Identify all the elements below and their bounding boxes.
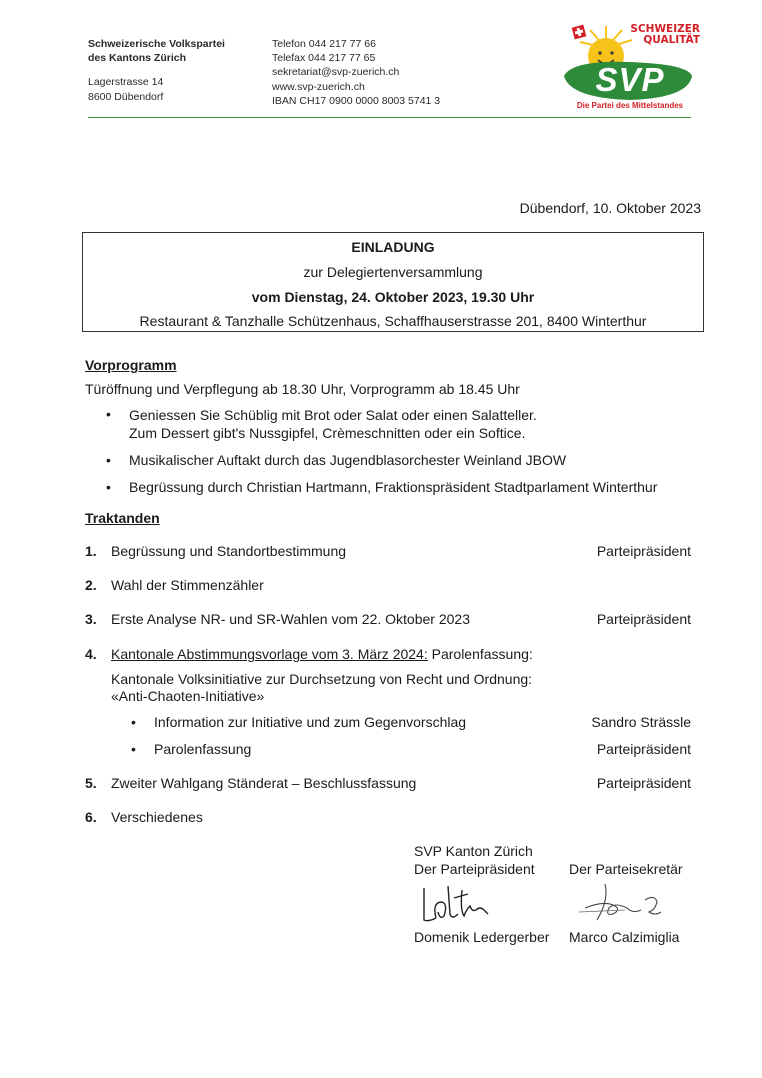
- item-number: 2.: [85, 577, 97, 593]
- org-line1: Schweizerische Volkspartei: [88, 38, 225, 50]
- item-text: Verschiedenes: [111, 809, 203, 825]
- logo-brand: SVP: [595, 61, 665, 98]
- invitation-where: Restaurant & Tanzhalle Schützenhaus, Schaffhauserstrasse 201, 8400 Winterthur: [139, 313, 647, 329]
- item-text: Zweiter Wahlgang Ständerat – Beschlussfassung: [111, 775, 417, 791]
- item-4-text: [111, 646, 533, 663]
- vorprogramm-heading: Vorprogramm: [85, 357, 177, 373]
- org-line2: des Kantons Zürich: [88, 52, 187, 65]
- signature-role-president: Der Parteipräsident: [414, 861, 535, 877]
- item-number: 3.: [85, 611, 97, 627]
- item-speaker: Parteipräsident: [596, 543, 691, 559]
- logo-badge-line2: QUALITÄT: [643, 34, 700, 46]
- signature-president-icon: [418, 880, 498, 926]
- item-speaker: Parteipräsident: [596, 611, 691, 627]
- bullet-icon: •: [106, 406, 111, 422]
- iban: IBAN CH17 0900 0000 8003 5741 3: [272, 94, 441, 107]
- item-text: Erste Analyse NR- und SR-Wahlen vom 22. Oktober 2023: [111, 611, 470, 627]
- item-number: 5.: [85, 775, 97, 791]
- city: 8600 Dübendorf: [88, 90, 164, 103]
- item-number: 6.: [85, 809, 97, 825]
- item-4-detail-1: Kantonale Volksinitiative zur Durchsetzung von Recht und Ordnung:: [111, 671, 533, 687]
- item-text: Wahl der Stimmenzähler: [111, 577, 264, 593]
- logo-tagline: Die Partei des Mittelstandes: [576, 101, 684, 110]
- item-number: 4.: [85, 646, 97, 662]
- invitation-title: EINLADUNG: [351, 239, 435, 255]
- vorprogramm-item-3: Begrüssung durch Christian Hartmann, Fraktionspräsident Stadtparlament Winterthur: [129, 479, 658, 495]
- signature-secretary-icon: [575, 880, 675, 926]
- signature-name-secretary: Marco Calzimiglia: [569, 929, 680, 945]
- svp-logo: [560, 18, 700, 112]
- letter-date: Dübendorf, 10. Oktober 2023: [519, 200, 701, 216]
- item-number: 1.: [85, 543, 97, 559]
- invitation-box: [82, 232, 704, 332]
- item-4-underlined: Kantonale Abstimmungsvorlage vom 3. März 2024:: [111, 646, 428, 662]
- vorprogramm-item-2: Musikalischer Auftakt durch das Jugendblasorchester Weinland JBOW: [129, 452, 567, 468]
- item-text: Begrüssung und Standortbestimmung: [111, 543, 347, 559]
- street: Lagerstrasse 14: [88, 76, 164, 89]
- fax: Telefax 044 217 77 65: [272, 52, 376, 65]
- web: www.svp-zuerich.ch: [272, 80, 365, 93]
- bullet-icon: •: [106, 452, 111, 468]
- letterhead-contact: [272, 37, 440, 108]
- invitation-subtitle: zur Delegiertenversammlung: [303, 264, 483, 280]
- signature-name-president: Domenik Ledergerber: [414, 929, 550, 945]
- email: sekretariat@svp-zuerich.ch: [272, 66, 400, 79]
- logo-badge: [620, 24, 700, 46]
- item-4-rest: Parolenfassung:: [427, 646, 533, 662]
- item-4-detail-2: «Anti-Chaoten-Initiative»: [111, 688, 265, 704]
- header-divider: [88, 117, 691, 118]
- vorprogramm-intro: Türöffnung und Verpflegung ab 18.30 Uhr, Vorprogramm ab 18.45 Uhr: [85, 381, 520, 397]
- bullet-icon: •: [131, 741, 136, 757]
- item-speaker: Parteipräsident: [596, 775, 691, 791]
- phone: Telefon 044 217 77 66: [272, 38, 376, 50]
- signature-role-secretary: Der Parteisekretär: [569, 861, 683, 877]
- sub-item-text: Information zur Initiative und zum Gegenvorschlag: [154, 714, 467, 730]
- sub-item-speaker: Sandro Strässle: [591, 714, 691, 730]
- sub-item-speaker: Parteipräsident: [596, 741, 691, 757]
- vorprogramm-item-1: Geniessen Sie Schüblig mit Brot oder Salat oder einen Salatteller.: [129, 407, 537, 423]
- traktanden-heading: Traktanden: [85, 510, 160, 526]
- sub-item-text: Parolenfassung: [154, 741, 252, 757]
- bullet-icon: •: [106, 479, 111, 495]
- logo-badge-line1: SCHWEIZER: [630, 23, 700, 35]
- letterhead-org: [88, 37, 225, 104]
- invitation-when: vom Dienstag, 24. Oktober 2023, 19.30 Uhr: [251, 289, 535, 305]
- bullet-icon: •: [131, 714, 136, 730]
- signature-org: SVP Kanton Zürich: [414, 843, 533, 859]
- vorprogramm-item-1b: Zum Dessert gibt's Nussgipfel, Crèmeschnitten oder ein Softice.: [129, 425, 526, 441]
